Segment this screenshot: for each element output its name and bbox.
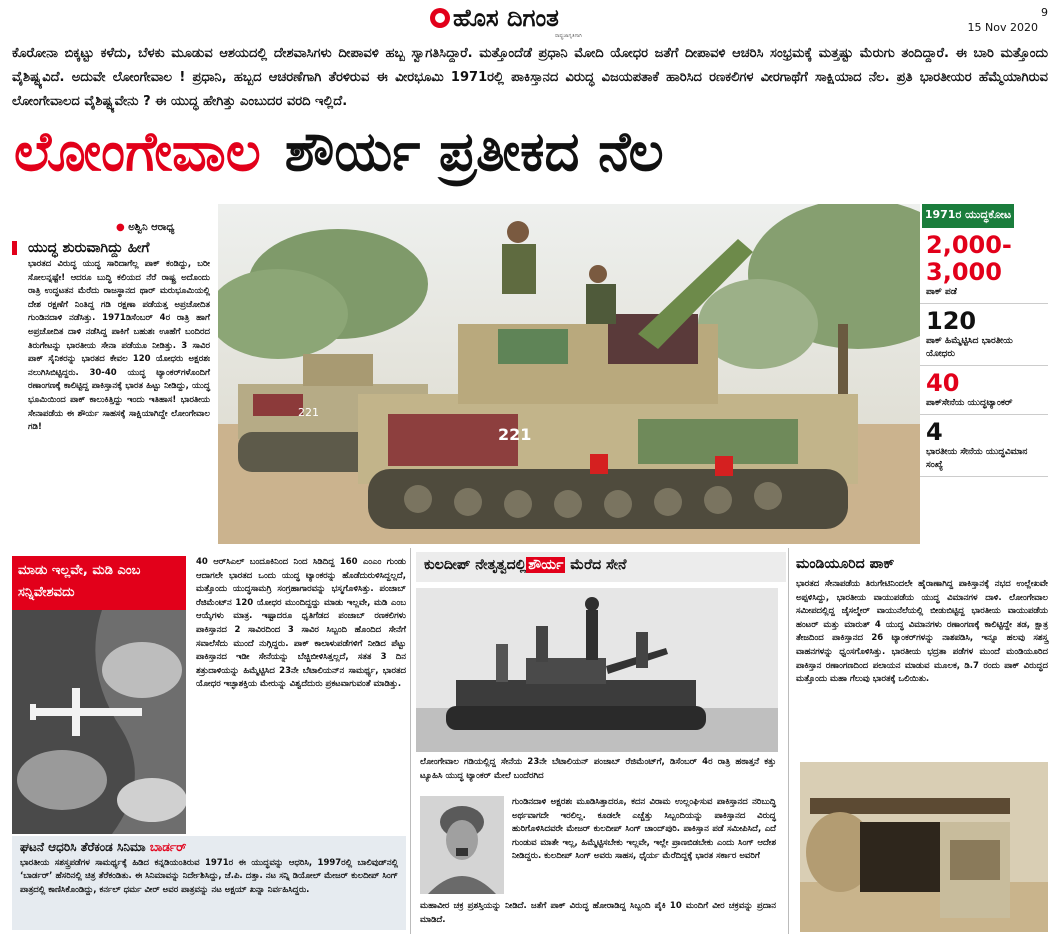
stat-value: 120 [926, 307, 977, 335]
center-body-side: ಗುಂಡಿನದಾಳಿ ಅಕ್ಷರಶಃ ಮೂಡಿಸಿತ್ತಾದರೂ, ಕದನ ವಿರಾಮ ಉಲ್ಲಂಘಿಸುವ ಪಾಕಿಸ್ತಾನದ ನರಿಬುದ್ಧಿ ಅರ್ಥವಾಗದೇ ಇರಲಿಲ್ಲ. ಕೂಡಲೇ ಎಚ್ಚೆತ್ತು ಸಿಬ್ಬಂದಿಯನ್ನು ಪಾಕಿಸ್ತಾನದ ವಿರುದ್ಧ ಹುರಿಗೊಳಿಸಿದವರೇ ಮೇಜರ್ ಕುಲದೀಪ್ ಸಿಂಗ್ ಚಾಂದ್‌ಪುರಿ. ಪಾಕಿಸ್ತಾನ ಪಡೆ ಸಮೀಪಿಸಿದೆ, ಎದೆ ಗುಂಡುವ ಮಾತೇ ಇಲ್ಲ, ಹಿಮ್ಮೆಟ್ಟಿಸಬೇಕು ಇಲ್ಲವೇ, ಇಲ್ಲೇ ಪ್ರಾಣಬಿಡಬೇಕು ಎಂದು ಸಿಂಗ್ ಆದೇಶ ನೀಡಿದ್ದರು. ಕುಲದೀಪ್ ಸಿಂಗ್ ಅವರು ಸಾಹಸ, ಧೈರ್ಯ ಮೆರೆದಿದ್ದಕ್ಕೆ ಭಾರತ ಸರ್ಕಾರ ಅವರಿಗೆ [512, 797, 776, 862]
victory-tank-photo [416, 588, 778, 752]
center-section-heading: ಕುಲದೀಪ್ ನೇತೃತ್ವದಲ್ಲಿ ಶೌರ್ಯ ಮೆರೆದ ಸೇನೆ [416, 552, 786, 582]
stat-item [920, 304, 1048, 366]
front-tank-number: 221 [498, 425, 532, 444]
stat-label: ಪಾಕ್ ಪಡೆ [926, 287, 957, 297]
border-box-body: ಭಾರತೀಯ ಸಶಸ್ತ್ರಪಡೆಗಳ ಸಾಮರ್ಥ್ಯಕ್ಕೆ ಹಿಡಿದ ಕನ್ನಡಿಯಂತಿರುವ 1971ರ ಈ ಯುದ್ಧವನ್ನು ಆಧರಿಸಿ, 1997ರಲ್ಲಿ ಬಾಲಿವುಡ್‌ನಲ್ಲಿ ‘ಬಾರ್ಡರ್’ ಹೆಸರಿನಲ್ಲಿ ಚಿತ್ರ ತೆರೆಕಂಡಿತು. ಈ ಸಿನಿಮಾವನ್ನು ನಿರ್ದೇಶಿಸಿದ್ದು, ಜೆ.ಪಿ. ದತ್ತಾ. ನಟ ಸನ್ನಿ ಡಿಯೋಲ್ ಮೇಜರ್ ಕುಲದೀಪ್ ಸಿಂಗ್ ಪಾತ್ರದಲ್ಲಿ ಕಾಣಿಸಿಕೊಂಡಿದ್ದು, ಕರ್ನಲ್ ಧರ್ಮ ವೀರ್ ಅವರ ಪಾತ್ರವನ್ನು ನಟ ಅಕ್ಷಯ್ ಖನ್ನಾ ನಿರ್ವಹಿಸಿದ್ದರು. [20, 858, 398, 895]
logo-emblem-icon [430, 8, 450, 28]
stat-label: ಪಾಕ್‌ಸೇನೆಯ ಯುದ್ಧಟ್ಯಾಂಕರ್ [926, 398, 1013, 408]
stat-label: ಭಾರತೀಯ ಸೇನೆಯ ಯುದ್ಧವಿಮಾನ ಸಂಖ್ಯೆ [926, 447, 1028, 470]
right-section-body: ಭಾರತದ ಸೇನಾಪಡೆಯ ತಿರುಗೇಟಿನಿಂದಲೇ ಹೈರಾಣಾಗಿದ್ದ ಪಾಕಿಸ್ತಾನಕ್ಕೆ ನಭದ ಉಲ್ಲೇಖವೇ ಅಪ್ಪಳಿಸಿದ್ದು, ಭಾರತೀಯ ವಾಯುಪಡೆಯ ಯುದ್ಧ ವಿಮಾನಗಳ ದಾಳಿ. ಲೋಂಗೇವಾಲ ಸಮೀಪದಲ್ಲಿದ್ದ ಜೈಸಲ್ಮೇರ್ ವಾಯುನೆಲೆಯಲ್ಲಿ ಬೀಡುಬಿಟ್ಟಿದ್ದ ಭಾರತೀಯ ವಾಯುಪಡೆಯ ಹಂಟರ್ ಮತ್ತು ಮಾರುತ್ 4 ಯುದ್ಧ ವಿಮಾನಗಳು ರಣಾಂಗಣಕ್ಕೆ ಕಾಲಿಟ್ಟಿದ್ದೇ ತಡ, ಕ್ಷಾತ್ರ ತೇಜದಿಂದ ಪಾಕಿಸ್ತಾನದ 26 ಟ್ಯಾಂಕರ್‌ಗಳನ್ನು ನಾಶಪಡಿಸಿ, ಇನ್ನೂ ಹಲವು ಸಶಸ್ತ್ರ ವಾಹನಗಳನ್ನು ಧ್ವಂಸಗೊಳಿಸಿತ್ತು. ಭಾರತೀಯ ಭದ್ರತಾ ಪಡೆಗಳ ಮುಂದೆ ಮಂಡಿಯೂರಿದ ಪಾಕಿಸ್ತಾನ ರಣಾಂಗಣದಿಂದ ಪಲಾಯನ ಮಾಡುವ ಮೂಲಕ, ಡಿ.7 ರಂದು ಪಾಕ್ ವಿರುದ್ಧದ ಮತ್ತೊಂದು ಮಹಾ ಗೆಲುವು ಭಾರತಕ್ಕೆ ಒಲಿಯಿತು. [796, 579, 1048, 685]
bunker-illustration [800, 762, 1048, 932]
intro-paragraph: ಕೊರೋನಾ ಬಿಕ್ಕಟ್ಟು ಕಳೆದು, ಬೆಳಕು ಮೂಡುವ ಆಶಯದಲ್ಲಿ ದೇಶವಾಸಿಗಳು ದೀಪಾವಳಿ ಹಬ್ಬ ಸ್ವಾಗತಿಸಿದ್ದಾರೆ. ಮತ್ತೊಂದೆಡೆ ಪ್ರಧಾನಿ ಮೋದಿ ಯೋಧರ ಜತೆಗೆ ದೀಪಾವಳಿ ಆಚರಿಸಿ ಸಂಭ್ರಮಕ್ಕೆ ಮತ್ತಷ್ಟು ಮೆರುಗು ತಂದಿದ್ದಾರೆ. ಈ ಬಾರಿ ಮತ್ತೊಂದು ವೈಶಿಷ್ಟ್ಯವಿದೆ. ಅದುವೇ ಲೋಂಗೇವಾಲ ! ಪ್ರಧಾನಿ, ಹಬ್ಬದ ಆಚರಣೆಗಾಗಿ ತೆರಳಿರುವ ಈ ವೀರಭೂಮಿ 1971ರಲ್ಲಿ ಪಾಕಿಸ್ತಾನದ ವಿರುದ್ಧ ವಿಜಯಪತಾಕೆ ಹಾರಿಸಿದ ರಣಕಲಿಗಳ ವೀರಗಾಥೆಗೆ ಸಾಕ್ಷಿಯಾದ ನೆಲ. ಪ್ರತಿ ಭಾರತೀಯರ ಹೆಮ್ಮೆಯಾಗಿರುವ ಲೋಂಗೇವಾಲದ ವೈಶಿಷ್ಟ್ಯವೇನು ? ಈ ಯುದ್ಧ ಹೇಗಿತ್ತು ಎಂಬುದರ ವರದಿ ಇಲ್ಲಿದೆ. [12, 46, 1048, 109]
byline: ● ಅಶ್ವಿನಿ ಆರಾಧ್ಯ [116, 222, 175, 233]
column-divider [410, 548, 411, 934]
page-number: 9 [1041, 6, 1048, 19]
stats-tag: 1971ರ ಯುದ್ಧಕೋಟ [922, 204, 1014, 228]
back-tank-number: 221 [298, 406, 319, 419]
hero-tank-photo [218, 204, 920, 544]
byline-bullet-icon: ● [116, 222, 125, 233]
masthead [0, 0, 1060, 40]
logo-tagline: ರಾಷ್ಟ್ರಜಾಗೃತಿಗಾಗಿ [555, 33, 582, 39]
stat-item [920, 228, 1048, 304]
right-section-heading: ಮಂಡಿಯೂರಿದ ಪಾಕ್ [796, 556, 895, 572]
stat-value: 4 [926, 418, 943, 446]
border-movie-box [12, 836, 406, 930]
center-body-top: ಲೋಂಗೇವಾಲ ಗಡಿಯಲ್ಲಿದ್ದ ಸೇನೆಯ 23ನೇ ಬೆಟಾಲಿಯನ್ ಪಂಜಾಬ್ ರೆಜಿಮೆಂಟ್‌ಗೆ, ಡಿಸೆಂಬರ್ 4ರ ರಾತ್ರಿ ಹಠಾತ್ತನೆ ಕತ್ತು ಟ್ಯೂಹಿಸಿ ಯುದ್ಧ ಟ್ಯಾಂಕರ್ ಮೇಲೆ ಬಂದೆರಗಿದ [420, 757, 776, 781]
border-box-title: ಘಟನೆ ಆಧರಿಸಿ ತೆರೆಕಂಡ ಸಿನಿಮಾ ಬಾರ್ಡರ್ [20, 840, 187, 854]
kuldeep-portrait [420, 796, 504, 894]
mid-section-body: 40 ಆರ್‌ಸಿಎಲ್ ಬಂದೂಕಿನಿಂದ ನಿಂದ ಸಿಡಿದಿದ್ದ 160 ಎಂಎಂ ಗುಂಡು ಆದಾಗಲೇ ಭಾರತದ ಒಂದು ಯುದ್ಧ ಟ್ಯಾಂಕರನ್ನು ಹೊಡೆದುರುಳಿಸಿದ್ದಲ್ಲದೆ, ಮತ್ತೊಂದು ಯುದ್ಧಸಾಮಗ್ರಿ ಸಂಗ್ರಹಾಗಾರವನ್ನು ಭಸ್ಮಗೊಳಿಸಿತ್ತು. ಪಂಜಾಬ್ ರೆಜಿಮೆಂಟ್‌ನ 120 ಯೋಧರ ಮುಂದಿದ್ದದ್ದು ಮಾಡು ಇಲ್ಲವೇ, ಮಡಿ ಎಂಬ ಆಯ್ಕೆಗಳು ಮಾತ್ರ. ಇಷ್ಟಾದರೂ ಧೃತಿಗೆಡದ ಪಂಜಾಬ್ ರಣಕಲಿಗಳು ಪಾಕಿಸ್ತಾನದ 2 ಸಾವಿರದಿಂದ 3 ಸಾವಿರ ಸಿಬ್ಬಂದಿ ಹೊಂದಿದ ಸೇನೆಗೆ ಸವಾಲೆಸೆದು ಮುಂದೆ ನುಗ್ಗಿದ್ದರು. ಪಾಕ್ ಕಾಲಾಳುಪಡೆಗಳಿಗೆ ನೀಡಿದ ಪೆಟ್ಟು ಪಾಕಿಸ್ತಾನದ ಇಡೀ ಸೇನೆಯನ್ನು ಬೆಚ್ಚಿಬೀಳಿಸಿತ್ತಲ್ಲದೆ, ಸತತ 3 ದಿನ ಶತ್ರುದಾಳಿಯನ್ನು ಹಿಮ್ಮೆಟ್ಟಿಸಿದ 23ನೇ ಬೆಟಾಲಿಯನ್‌ನ ಸಾಮರ್ಥ್ಯ, ಭಾರತದ ಯೋಧರ ಇಚ್ಛಾಶಕ್ತಿಯ ಮೇರುನ್ನು ವಿಶ್ವದೆದುರು ಪ್ರಕಟವಾಗುವಂತೆ ಮಾಡಿತ್ತು. [196, 557, 406, 690]
tank-illustration [218, 204, 920, 544]
stat-item [920, 415, 1048, 477]
stat-value: 2,000-3,000 [926, 231, 1012, 286]
headline [14, 112, 1050, 192]
section-marker [12, 241, 17, 255]
left-section-heading: ಯುದ್ಧ ಶುರುವಾಗಿದ್ದು ಹೀಗೆ [28, 240, 150, 256]
stat-label: ಪಾಕ್ ಹಿಮ್ಮೆಟ್ಟಿಸಿದ ಭಾರತೀಯ ಯೋಧರು [926, 336, 1013, 359]
victory-illustration [416, 588, 778, 752]
stats-sidebar [920, 204, 1048, 544]
column-divider [788, 548, 789, 934]
portrait-illustration [420, 796, 504, 894]
stat-value: 40 [926, 369, 960, 397]
aerial-illustration [12, 610, 186, 834]
stat-item [920, 366, 1048, 415]
box-title: ಮಾಡು ಇಲ್ಲವೇ, ಮಡಿ ಎಂಬ ಸನ್ನಿವೇಶವದು [12, 556, 186, 610]
headline-black-part: ಶೌರ್ಯ ಪ್ರತೀಕದ ನೆಲ [284, 120, 664, 183]
center-body-bottom: ಮಹಾವೀರ ಚಕ್ರ ಪ್ರಶಸ್ತಿಯನ್ನು ನೀಡಿದೆ. ಜತೆಗೆ ಪಾಕ್ ವಿರುದ್ಧ ಹೋರಾಡಿದ್ದ ಸಿಬ್ಬಂದಿ ಪೈಕಿ 10 ಮಂದಿಗೆ ವೀರ ಚಕ್ರವನ್ನು ಪ್ರದಾನ ಮಾಡಿದೆ. [420, 901, 776, 925]
headline-red-part: ಲೋಂಗೇವಾಲ [14, 120, 261, 183]
aerial-photo [12, 610, 186, 834]
newspaper-logo: ಹೊಸ ದಿಗಂತ [430, 4, 559, 32]
left-section-body: ಭಾರತದ ವಿರುದ್ಧ ಯುದ್ಧ ಸಾರಿದಾಗೆಲ್ಲ ಪಾಕ್ ಕಂಡಿದ್ದು, ಬರೀ ಸೋಲನ್ನಷ್ಟೇ! ಆದರೂ ಬುದ್ಧಿ ಕಲಿಯದ ನೆರೆ ರಾಷ್ಟ್ರ ಅದೊಂದು ರಾತ್ರಿ ಉದ್ಧಟತನ ಮೆರೆದು ರಾಜಸ್ಥಾನದ ಥಾರ್ ಮರುಭೂಮಿಯಲ್ಲಿ ದೇಶ ರಕ್ಷಣೆಗೆ ನಿಂತಿದ್ದ ಗಡಿ ರಕ್ಷಣಾ ಪಡೆಯತ್ತ ಅಪ್ರಚೋದಿತ ಗುಂಡಿನದಾಳಿ ನಡೆಸಿತ್ತು. 1971ಡಿಸೆಂಬರ್ 4ರ ರಾತ್ರಿ ಹಾಗೆ ಅಪ್ರಚೋದಿತ ದಾಳಿ ನಡೆಸಿದ್ದ ಪಾಕಿಗೆ ಬಹುಶಃ ಊಹೆಗೆ ಬಂದಿರದ ತಿರುಗೇಟನ್ನು ಭಾರತೀಯ ಸೇನಾ ಪಡೆಯೂ ನೀಡಿತ್ತು. 3 ಸಾವಿರ ಪಾಕ್ ಸೈನಿಕರನ್ನು ಭಾರತದ ಕೇವಲ 120 ಯೋಧರು ಅಕ್ಷರಶಃ ನಲುಗಿಸಿಬಿಟ್ಟಿದ್ದರು. 30-40 ಯುದ್ಧ ಟ್ಯಾಂಕರ್‌ಗಳೊಂದಿಗೆ ರಣಾಂಗಣಕ್ಕೆ ಕಾಲಿಟ್ಟಿದ್ದ ಪಾಕಿಸ್ತಾನಕ್ಕೆ ಭಾರತ ಹಿಟ್ಟು ನೀಡಿದ್ದು, ಯುದ್ಧ ಭೂಮಿಯಿಂದ ಪಾಕ್ ಕಾಲುಕಿತ್ತಿದ್ದು ಇಂದು ಇತಿಹಾಸ! ಭಾರತೀಯ ಸೇನಾಪಡೆಯ ಈ ಶೌರ್ಯ ಸಾಹಸಕ್ಕೆ ಸಾಕ್ಷಿಯಾಗಿದ್ದೇ ಲೋಂಗೇವಾಲ ಗಡಿ! [28, 259, 210, 433]
page-date: 15 Nov 2020 [967, 21, 1038, 34]
bunker-memorial-photo [800, 762, 1048, 932]
